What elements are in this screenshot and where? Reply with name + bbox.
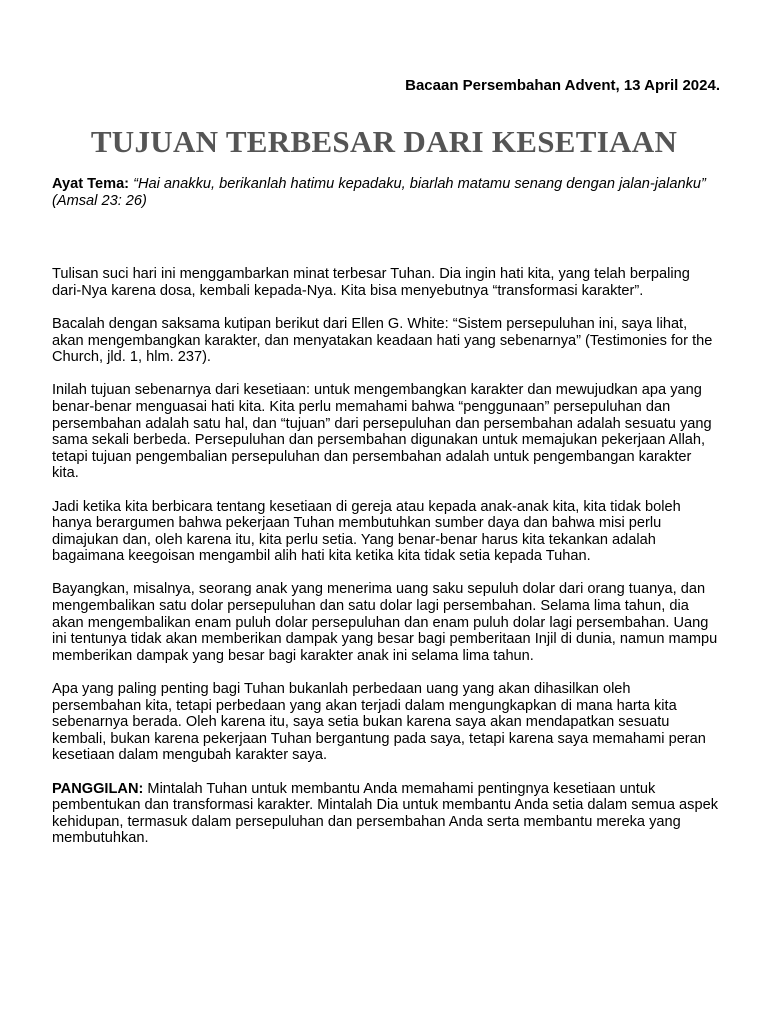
paragraph-4: Jadi ketika kita berbicara tentang kesetiaan di gereja atau kepada anak-anak kita, kita tidak boleh hanya berargumen bahwa pekerjaan Tuhan membutuhkan sumber daya dan bahwa misi perlu dimajukan dan, oleh karena itu, kita perlu setia. Yang benar-benar harus kita tekankan adalah bagaimana keegoisan mengambil alih hati kita ketika kita tidak setia kepada Tuhan. [52,498,681,565]
theme-label: Ayat Tema: [52,176,130,192]
call-label: PANGGILAN: [52,780,144,797]
theme-reference: (Amsal 23: 26) [52,192,147,209]
theme-quote: “Hai anakku, berikanlah hatimu kepadaku, biarlah matamu senang dengan jalan-jalanku” [133,176,706,192]
paragraph-3: Inilah tujuan sebenarnya dari kesetiaan: untuk mengembangkan karakter dan mewujudkan apa yang benar-benar menguasai hati kita. Kita perlu memahami bahwa “penggunaan” persepuluhan dan persembahan adalah satu hal, dan “tujuan” dari persepuluhan dan persembahan adalah sesuatu yang sama sekali berbeda. Persepuluhan dan persembahan digunakan untuk memajukan pekerjaan Allah, tetapi tujuan pengembalian persepuluhan dan persembahan adalah untuk pengembangan karakter kita. [52,382,712,482]
paragraph-6: Apa yang paling penting bagi Tuhan bukanlah perbedaan uang yang akan dihasilkan oleh persembahan kita, tetapi perbedaan yang akan terjadi dalam mengungkapkan di mana harta kita sebenarnya berada. Oleh karena itu, saya setia bukan karena saya akan mendapatkan sesuatu kembali, bukan karena pekerjaan Tuhan bergantung pada saya, tetapi karena saya memahami peran kesetiaan dalam mengubah karakter saya. [52,681,706,764]
call-to-action [52,781,722,847]
header-date-line: Bacaan Persembahan Advent, 13 April 2024. [405,77,720,94]
document-body [52,176,722,864]
call-text: Mintalah Tuhan untuk membantu Anda memahami pentingnya kesetiaan untuk pembentukan dan transformasi karakter. Mintalah Dia untuk membantu Anda setia dalam semua aspek kehidupan, termasuk dalam persepuluhan dan persembahan Anda serta membantu mereka yang membutuhkan. [52,780,719,847]
theme-verse [52,176,722,209]
paragraph-2: Bacalah dengan saksama kutipan berikut dari Ellen G. White: “Sistem persepuluhan ini, saya lihat, akan mengembangkan karakter, dan menyatakan keadaan hati yang sebenarnya” (Testimonies for the Church, jld. 1, hlm. 237). [52,315,713,366]
page-title: TUJUAN TERBESAR DARI KESETIAAN [90,124,678,159]
paragraph-5: Bayangkan, misalnya, seorang anak yang menerima uang saku sepuluh dolar dari orang tuanya, dan mengembalikan satu dolar persepuluhan dan satu dolar lagi persembahan. Selama lima tahun, dia akan mengembalikan enam puluh dolar persepuluhan dan enam puluh dolar lagi persembahan. Uang ini tentunya tidak akan memberikan dampak yang besar bagi pemberitaan Injil di dunia, namun mampu memberikan dampak yang besar bagi karakter anak ini selama lima tahun. [52,581,718,664]
paragraph-1: Tulisan suci hari ini menggambarkan minat terbesar Tuhan. Dia ingin hati kita, yang telah berpaling dari-Nya karena dosa, kembali kepada-Nya. Kita bisa menyebutnya “transformasi karakter”. [52,266,690,299]
